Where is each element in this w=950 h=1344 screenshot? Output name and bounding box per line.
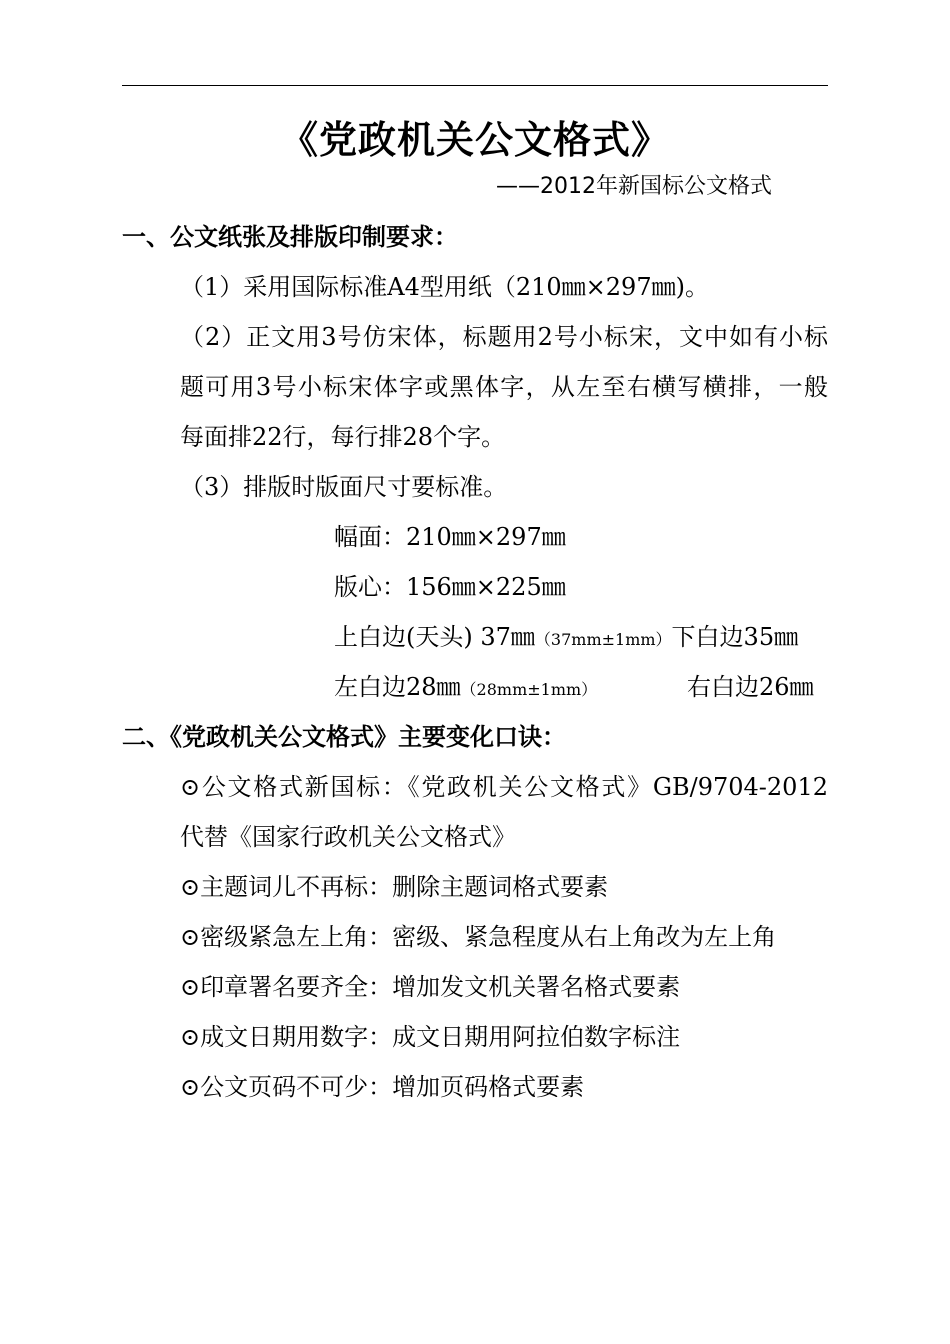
section1-item2-line1: （2）正文用3号仿宋体，标题用2号小标宋，文中如有小标 [180, 323, 828, 351]
top-margin-note: （37mm±1mm） [534, 630, 672, 649]
section2-heading: 二、《党政机关公文格式》主要变化口诀： [122, 723, 566, 751]
header-rule [122, 85, 828, 86]
rule1-line2: 代替《国家行政机关公文格式》 [180, 823, 516, 851]
section1-item2-line2: 题可用3号小标宋体字或黑体字，从左至右横写横排，一般 [180, 373, 828, 401]
bottom-margin: 下白边35㎜ [671, 623, 799, 651]
left-margin-line [334, 672, 597, 705]
section1-item1: （1）采用国际标准A4型用纸（210㎜×297㎜)。 [180, 273, 709, 301]
rule2: ⊙主题词儿不再标：删除主题词格式要素 [180, 873, 609, 901]
core-size: 版心：156㎜×225㎜ [334, 573, 566, 601]
rule6: ⊙公文页码不可少：增加页码格式要素 [180, 1073, 585, 1101]
section1-item3: （3）排版时版面尺寸要标准。 [180, 473, 508, 501]
rule3: ⊙密级紧急左上角：密级、紧急程度从右上角改为左上角 [180, 923, 777, 951]
left-margin-note: （28mm±1mm） [460, 680, 598, 699]
section1-heading: 一、公文纸张及排版印制要求： [122, 223, 458, 251]
top-margin: 上白边(天头) 37㎜ [334, 623, 535, 651]
document-subtitle: ——2012年新国标公文格式 [496, 174, 772, 199]
section1-item2-line3: 每面排22行，每行排28个字。 [180, 423, 506, 451]
top-margin-line [334, 622, 798, 655]
document-title: 《党政机关公文格式》 [279, 117, 670, 162]
page-size: 幅面：210㎜×297㎜ [334, 523, 566, 551]
left-margin: 左白边28㎜ [334, 673, 461, 701]
rule5: ⊙成文日期用数字：成文日期用阿拉伯数字标注 [180, 1023, 681, 1051]
right-margin: 右白边26㎜ [687, 673, 814, 701]
rule4: ⊙印章署名要齐全：增加发文机关署名格式要素 [180, 973, 681, 1001]
rule1-line1: ⊙公文格式新国标：《党政机关公文格式》GB/9704-2012 [180, 773, 828, 801]
